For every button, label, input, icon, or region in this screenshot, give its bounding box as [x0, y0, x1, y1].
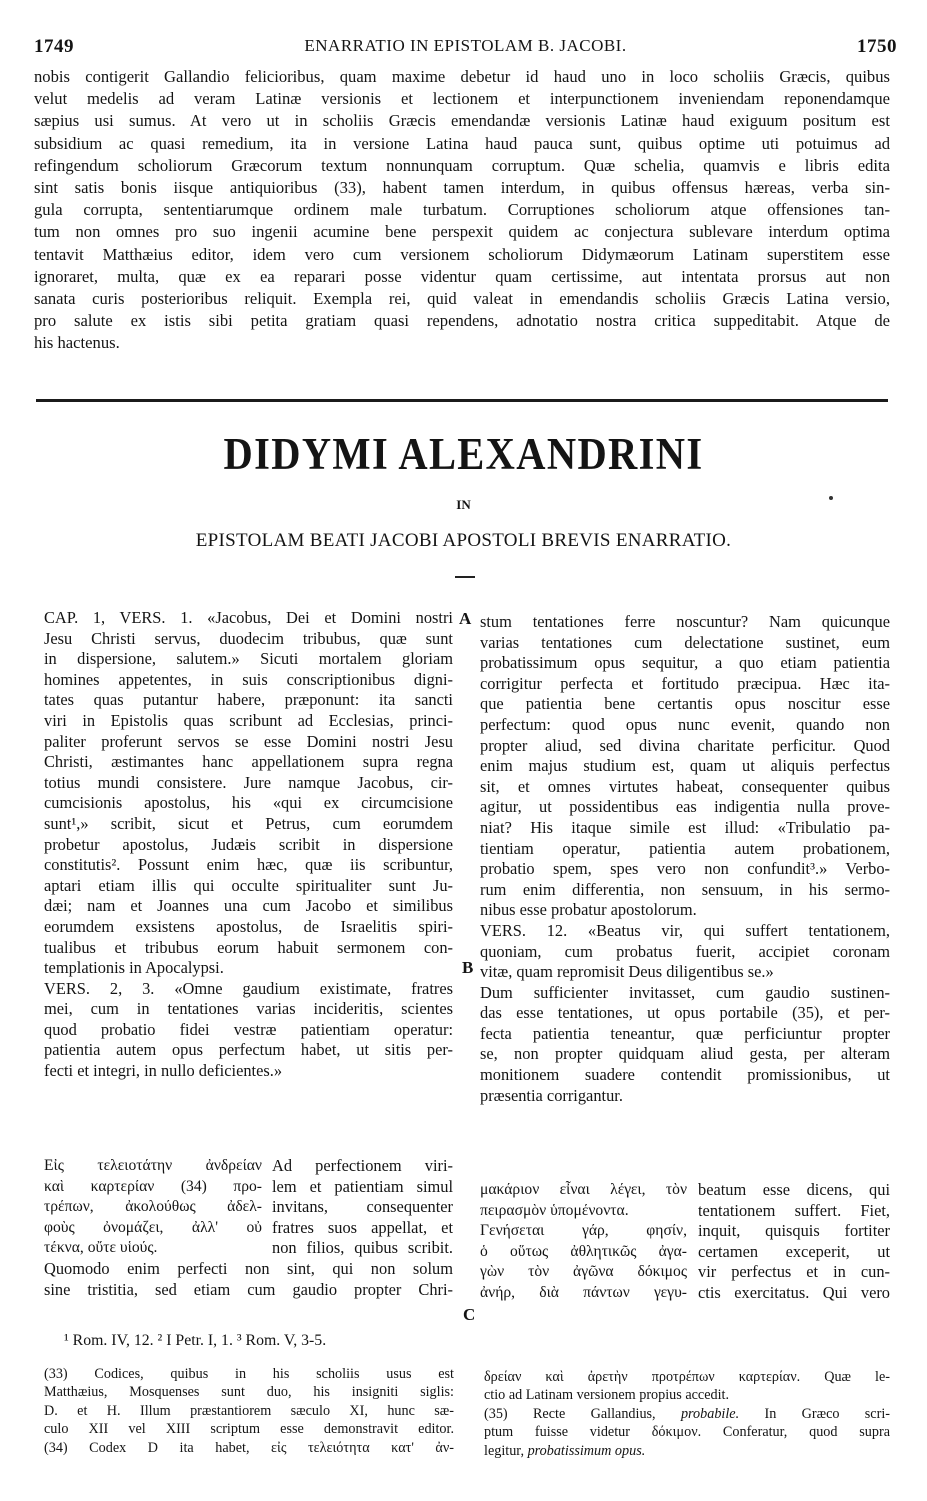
page-number-right: 1750 [857, 36, 897, 57]
text-line: Matthæius, Mosquenses sunt duo, his insigniti siglis: [44, 1384, 454, 1401]
margin-letter-c: C [463, 1305, 476, 1324]
right-latin-text [698, 1180, 890, 1304]
text-line: dæi; nam et Joannes una cum Jacobo et similibus [44, 896, 453, 916]
text-line: πειρασμὸν ὑπομένοντα. [480, 1201, 629, 1219]
text-line: certamen exceperit, ut [698, 1241, 890, 1261]
footnote-text: legitur, [484, 1442, 528, 1459]
text-line: beatum esse dicens, qui [698, 1180, 890, 1199]
text-line: μακάριον εἶναι λέγει, τὸν [480, 1181, 687, 1198]
footnote-line [484, 1405, 890, 1423]
text-line: enim majus studium est, quam ut aliquis perfectus [480, 756, 890, 776]
text-line: his hactenus. [34, 333, 120, 353]
text-line: refingendum scholiorum Græcorum textum nonnunquam corruptum. Quæ schelia, quamvis e libris edita [34, 155, 890, 175]
text-line: (33) Codices, quibus in his scholiis usus est [44, 1366, 454, 1382]
text-line: sint satis bonis iisque antiquioribus (33), habent tamen interdum, in quibus offensus hæreas, verba sin- [34, 177, 890, 197]
text-line: tentationem suffert. Fiet, [698, 1200, 890, 1220]
footnote-italic: probabile. [680, 1405, 740, 1422]
page-number-left: 1749 [34, 36, 74, 57]
intro-paragraph [34, 66, 890, 354]
text-line: ἀνήρ, διὰ πάντων γεγυ- [480, 1283, 687, 1301]
text-line: tentavit Matthæius editor, idem vero cum versionem scholiorum Didymæorum Latinam superstitem esse [34, 244, 890, 264]
text-line: agitur, ut possidentibus eas indigentia nulla prove- [480, 797, 890, 817]
text-line: fecta patientia teneantur, quæ perficiuntur propter [480, 1023, 890, 1043]
text-line: fratres suos appellat, et [272, 1217, 453, 1237]
text-line: Jesu Christi servus, duodecim tribubus, quæ sunt [44, 628, 453, 648]
footnote-text: In Græco scri- [739, 1405, 890, 1422]
text-line: cumcisionis apostolus, his «qui ex circumcisione [44, 793, 453, 813]
text-line: patientia autem opus perfectum habet, ut sitis per- [44, 1040, 453, 1060]
text-line: probetur apostolus, Judæis scribit in dispersione [44, 834, 453, 854]
text-line: perfectum: quod opus nunc evenit, quando non [480, 714, 890, 734]
text-line: VERS. 2, 3. «Omne gaudium existimate, fratres [44, 978, 453, 998]
text-line: τέκνα, οὔτε υἱούς. [44, 1239, 158, 1257]
text-line: ὁ οὕτως ἀθλητικῶς ἀγα- [480, 1242, 687, 1260]
text-line: que patientia bene certantis opus noscitur esse [480, 694, 890, 714]
text-line: probatissimum opus sequitur, a quo etiam patientia [480, 653, 890, 673]
text-line: Dum sufficienter invitasset, cum gaudio sustinen- [480, 982, 890, 1002]
text-line: gula corrupta, sententiarumque ordinem male turbatum. Corruptiones scholiorum atque offensiones tan- [34, 200, 890, 220]
text-line: D. et H. Illum præstantiorem sæculo XI, hunc sæ- [44, 1402, 454, 1419]
text-line: non filios, quibus scribit. [272, 1238, 453, 1258]
text-line: Γενήσεται γάρ, φησίν, [480, 1222, 687, 1240]
text-line: das esse tentationes, ut opus portabile (35), et per- [480, 1003, 890, 1023]
footnote-line [484, 1442, 890, 1460]
text-line: ctis exercitatus. Qui vero [698, 1282, 890, 1302]
text-line: Quomodo enim perfecti non sint, qui non solum [44, 1259, 453, 1278]
text-line: tum non omnes pro suo ingenii acumine bene perspexit quidem ac conjectura sublevare interdum optima [34, 222, 890, 242]
page-title: DIDYMI ALEXANDRINI [223, 429, 704, 479]
text-line: CAP. 1, VERS. 1. «Jacobus, Dei et Domini nostri [44, 608, 453, 627]
text-line: sine tristitia, sed etiam cum gaudio propter Chri- [44, 1279, 453, 1299]
title-connector: IN [456, 497, 471, 512]
left-greek-text [44, 1156, 262, 1259]
text-line: mei, cum in tentationes varias incideritis, scientes [44, 999, 453, 1019]
text-line: Εἰς τελειοτάτην ἀνδρείαν [44, 1157, 262, 1174]
footnote-line: δρείαν καὶ ἀρετὴν προτρέπων καρτερίαν. Quæ le- [484, 1369, 890, 1385]
right-column [480, 612, 890, 1106]
text-line: niat? His itaque simile est illud: «Tribulatio pa- [480, 817, 890, 837]
text-line: sunt¹,» scribit, sicut et Petrus, cum eorumdem [44, 813, 453, 833]
footnote-italic: probatissimum opus. [527, 1442, 646, 1459]
text-line: corrigitur perfecta et fortitudo præcipua. Hæc ita- [480, 673, 890, 693]
ink-spot [829, 496, 833, 500]
page-subtitle: EPISTOLAM BEATI JACOBI APOSTOLI BREVIS ENARRATIO. [195, 530, 732, 551]
text-line: Christi, æstimantes hanc appellationem supra regna [44, 752, 453, 772]
text-line: sanata curis posterioribus reliquit. Exempla rei, quid valeat in emendandis scholiis Græcis Latina versio, [34, 288, 890, 308]
text-line: lem et patientiam simul [272, 1176, 453, 1196]
right-greek-text [480, 1180, 687, 1304]
text-line: (34) Codex D ita habet, εἰς τελειότητα κατ' ἀν- [44, 1439, 454, 1456]
footnote-line: ctio ad Latinam versionem propius accedit. [484, 1387, 730, 1404]
text-line: templationis in Apocalypsi. [44, 958, 224, 978]
text-line: monitionem suadere contendit promissionibus, ut [480, 1065, 890, 1085]
text-line: pro salute ex istis sibi petita gratiam quasi rependens, adnotatio nostra critica suppeditabit. Atque de [34, 311, 890, 331]
text-line: probatio spem, spes vero non confundit³.» Verbo- [480, 859, 890, 879]
running-title: ENARRATIO IN EPISTOLAM B. JACOBI. [304, 36, 627, 55]
text-line: VERS. 12. «Beatus vir, qui suffert tentationem, [480, 920, 890, 940]
text-line: propter aliud, sed divina charitate perficitur. Quod [480, 735, 890, 755]
text-line: γὼν τὸν ἀγῶνα δόκιμος [480, 1263, 687, 1281]
text-line: invitans, consequenter [272, 1197, 453, 1217]
left-column-tail [44, 1259, 453, 1300]
left-latin-text [272, 1156, 453, 1259]
footnotes-right [484, 1368, 890, 1460]
text-line: tualibus et tribubus eorum habuit sermonem con- [44, 937, 453, 957]
text-line: nobis contigerit Gallandio felicioribus, quam maxime debetur id haud uno in loco scholiis Græcis, quibus [34, 67, 890, 86]
text-line: rum enim differentia, non sensuum, in his sermo- [480, 879, 890, 899]
text-line: inquit, quisquis fortiter [698, 1221, 890, 1241]
text-line: varias tentationes cum delectatione sustinet, eum [480, 632, 890, 652]
text-line: tientiam operatur, patientia autem probationem, [480, 838, 890, 858]
text-line: nibus esse probatur apostolorum. [480, 900, 697, 920]
text-line: fecti et integri, in nullo deficientes.» [44, 1061, 283, 1081]
running-head [34, 36, 897, 62]
text-line: sit, et omnes virtutes habeat, consequenter quibus [480, 776, 890, 796]
left-column [44, 608, 453, 1082]
footnote-line: ptum fuisse videtur δόκιμον. Conferatur, quod supra [484, 1424, 890, 1441]
text-line: stum tentationes ferre noscuntur? Nam quicunque [480, 612, 890, 631]
text-line: φοὺς ὀνομάζει, ἀλλ' οὐ [44, 1218, 262, 1236]
footnote-text: (35) Recte Gallandius, [484, 1405, 681, 1422]
text-line: eorumdem exsistens apostolus, de Israelitis spiri- [44, 916, 453, 936]
text-line: sæpius usi sumus. At vero ut in scholiis Græcis emendandæ versionis Latinæ haud exiguum positum est [34, 111, 890, 131]
text-line: Ad perfectionem viri- [272, 1156, 453, 1175]
text-line: præsentia corrigantur. [480, 1085, 623, 1105]
text-line: καὶ καρτερίαν (34) προ- [44, 1177, 262, 1195]
text-line: subsidium ac quasi remedium, ita in versione Latina haud pauca sunt, quibus optime uti potuimus ad [34, 133, 890, 153]
text-line: aptari etiam illis qui occulte spiritualiter sunt Ju- [44, 875, 453, 895]
text-line: in dispersione, salutem.» Sicuti mortalem gloriam [44, 649, 453, 669]
scripture-references: ¹ Rom. IV, 12. ² I Petr. I, 1. ³ Rom. V, 3-5. [64, 1332, 327, 1349]
text-line: vitæ, quam repromisit Deus diligentibus se.» [480, 962, 774, 982]
text-line: quoniam, cum probatus fuerit, accipiet coronam [480, 941, 890, 961]
short-divider [455, 576, 475, 578]
text-line: constitutis². Possunt enim hæc, quæ iis scribuntur, [44, 855, 453, 875]
text-line: τρέπων, ἀκολούθως ἀδελ- [44, 1198, 262, 1216]
text-line: se, non propter quidquam aliud gesta, per alteram [480, 1044, 890, 1064]
margin-letter-a: A [459, 609, 472, 628]
text-line: viri in Epistolis quas scribunt ad Ecclesias, princi- [44, 710, 453, 730]
section-divider [36, 399, 888, 402]
text-line: vir perfectus et in cun- [698, 1262, 890, 1282]
text-line: tates quas putantur habere, præponunt: ita sancti [44, 690, 453, 710]
text-line: homines appetentes, in suis conscriptionibus digni- [44, 669, 453, 689]
text-line: totius mundi consistere. Jure namque Jacobus, cir- [44, 772, 453, 792]
text-line: velut medelis ad veram Latinæ versionis et lectionem et interpunctionem inveniendam reponendamque [34, 89, 890, 109]
text-line: paliter proferunt servos se esse Domini nostri Jesu [44, 731, 453, 751]
footnotes-left [44, 1365, 454, 1457]
text-line: quod probatio fidei vestræ patientiam operatur: [44, 1019, 453, 1039]
text-line: ignoraret, multa, quæ ex ea reparari posse videntur quam certissime, aut intentata prorsus aut non [34, 266, 890, 286]
text-line: culo XII vel XIII scriptum esse demonstravit editor. [44, 1421, 454, 1438]
margin-letter-b: B [462, 958, 474, 977]
